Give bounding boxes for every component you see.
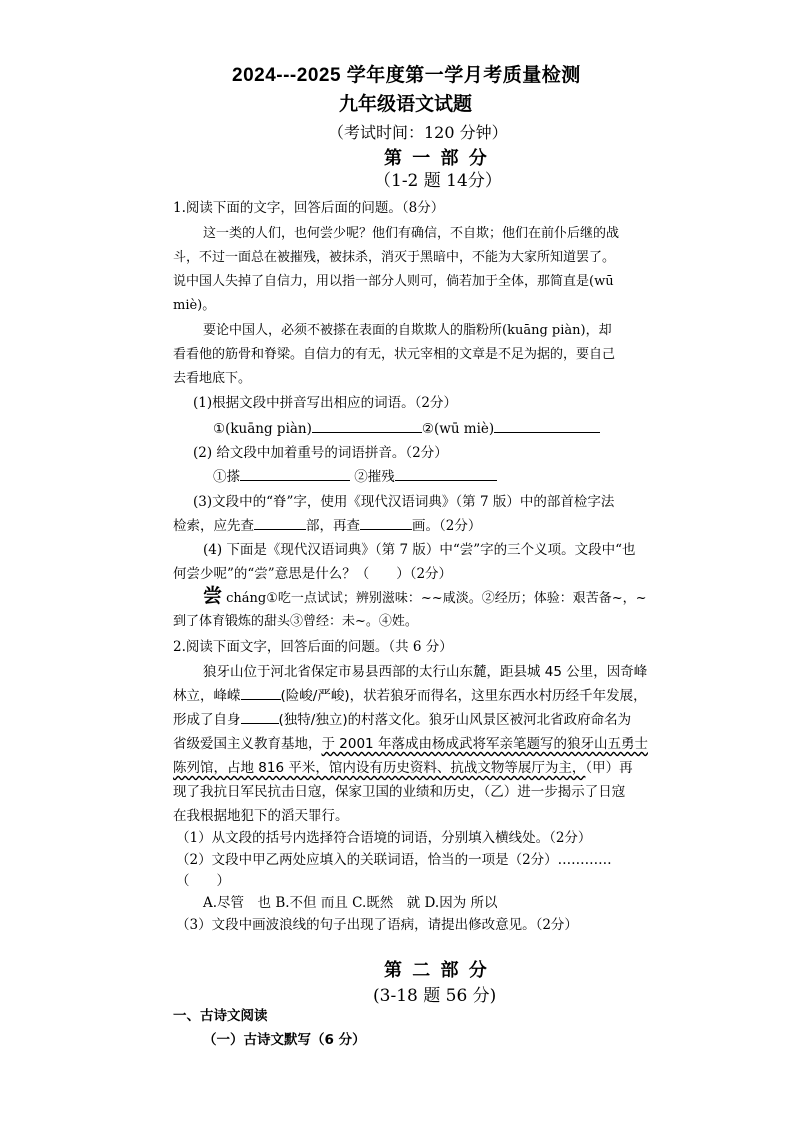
q2-wavy-sentence: 陈列馆，占地 816 平米，馆内设有历史资料、抗战文物等展厅为主， [173,760,586,776]
q1-sub4-line2: 何尝少呢”的“尝”意思是什么？（ ）（2分） [173,566,453,582]
q1-passage-line: 说中国人失掉了自信力，用以指一部分人则可，倘若加于全体，那简直是(wū [173,274,614,289]
dict-headword: 尝 [203,585,223,607]
q2-sub2-options: A.尽管 也 B.不但 而且 C.既然 就 D.因为 所以 [203,895,498,911]
q1-sub2-b-blank[interactable] [395,466,497,481]
q1-sub3-stroke-blank[interactable] [360,515,412,530]
q1-sub1-a-blank[interactable] [312,418,422,433]
q1-dict-entry-line2: 到了体育锻炼的甜头③曾经：未~。④姓。 [173,614,418,629]
q1-sub3-text: 画。（2分） [412,518,482,534]
q2-passage-line [173,732,648,756]
q2-text: (独特/独立)的村落文化。狼牙山风景区被河北省政府命名为 [278,712,632,728]
q1-passage-line: 看看他的筋骨和脊梁。自信力的有无，状元宰相的文章是不足为据的，要自己 [173,347,616,362]
part1-title: 第 一 部 分 [384,148,489,169]
exam-subtitle: 九年级语文试题 [339,93,473,115]
q2-sub2-paren[interactable]: （ ） [176,873,230,889]
q1-passage-line: 去看地底下。 [173,371,252,386]
dict-definition: cháng①吃一点试试；辨别滋味：~~咸淡。②经历；体验：艰苦备~，~ [226,591,647,606]
q1-sub2-answers [213,465,497,489]
q1-stem: 1.阅读下面的文字，回答后面的问题。（8分） [173,200,445,216]
q1-sub1-b-label: ②(wū miè) [421,421,495,437]
q2-text: 省级爱国主义教育基地， [173,736,322,752]
q2-sub3: （3）文段中画波浪线的句子出现了语病，请提出修改意见。（2分） [176,917,578,933]
q2-blank-1[interactable] [241,685,281,700]
q1-passage-line: 斗，不过一面总在被摧残，被抹杀，消灭于黑暗中，不能为大家所知道罢了。 [173,250,616,265]
part2-title: 第 二 部 分 [384,960,489,981]
part2-range: (3-18 题 56 分) [373,986,497,1006]
q2-passage-line [173,756,633,780]
q2-text: （甲）再 [585,760,633,776]
section1-heading: 一、古诗文阅读 [173,1008,268,1024]
q2-passage-line: 狼牙山位于河北省保定市易县西部的太行山东麓，距县城 45 公里，因奇峰 [203,664,648,680]
q1-sub3-radical-blank[interactable] [254,515,306,530]
q2-text: (险峻/严峻)，状若狼牙而得名，这里东西水村历经千年发展， [280,688,647,704]
part1-range: （1-2 题 14分） [374,171,502,191]
q2-sub2: （2）文段中甲乙两处应填入的关联词语，恰当的一项是（2分）………… [176,852,612,868]
q1-dict-entry [203,584,646,611]
q1-sub1-answers [213,417,600,441]
q1-sub3-line2 [173,514,481,538]
q2-passage-line: 现了我抗日军民抗击日寇，保家卫国的业绩和历史，（乙）进一步揭示了日寇 [173,784,626,800]
q2-passage-line: 在我根据地犯下的滔天罪行。 [173,808,349,824]
q2-wavy-sentence: 于 2001 年落成由杨成武将军亲笔题写的狼牙山五勇士 [321,736,648,752]
q1-passage-line: miè)。 [173,298,216,313]
q1-sub2-a-blank[interactable] [240,466,350,481]
q1-sub4-line1: (4) 下面是《现代汉语词典》（第 7 版）中“尝”字的三个义项。文段中“也 [203,542,636,558]
q2-blank-2[interactable] [241,709,279,724]
q1-sub2-a-label: ①搽 [213,469,240,485]
q1-sub3-text: 部，再查 [306,518,360,534]
q1-sub1-a-label: ①(kuāng piàn) [213,421,312,437]
q1-sub2: (2) 给文段中加着重号的词语拼音。（2分） [193,445,448,461]
exam-title: 2024---2025 学年度第一学月考质量检测 [232,65,581,86]
q1-sub1-b-blank[interactable] [494,418,600,433]
q2-passage-line [173,708,631,732]
q2-sub1: （1）从文段的括号内选择符合语境的词语，分别填入横线处。（2分） [176,830,592,846]
q1-passage-line: 要论中国人，必须不被搽在表面的自欺欺人的脂粉所(kuāng piàn)，却 [203,323,612,338]
q1-sub2-b-label: ②摧残 [354,469,395,485]
q2-stem: 2.阅读下面文字，回答后面的问题。（共 6 分） [173,639,453,655]
q2-text: 形成了自身 [173,712,241,728]
exam-time: （考试时间：120 分钟） [328,123,508,142]
q1-sub3-line1: (3)文段中的“脊”字，使用《现代汉语词典》（第 7 版）中的部首检字法 [193,494,615,510]
q1-sub1: (1)根据文段中拼音写出相应的词语。（2分） [193,395,457,411]
q2-text: 林立，峰嵘 [173,688,241,704]
q2-passage-line [173,684,647,708]
q1-sub3-text: 检索，应先查 [173,518,254,534]
q1-passage-line: 这一类的人们，也何尝少呢？他们有确信，不自欺；他们在前仆后继的战 [203,226,620,241]
section1-subheading: （一）古诗文默写（6 分） [203,1032,366,1048]
